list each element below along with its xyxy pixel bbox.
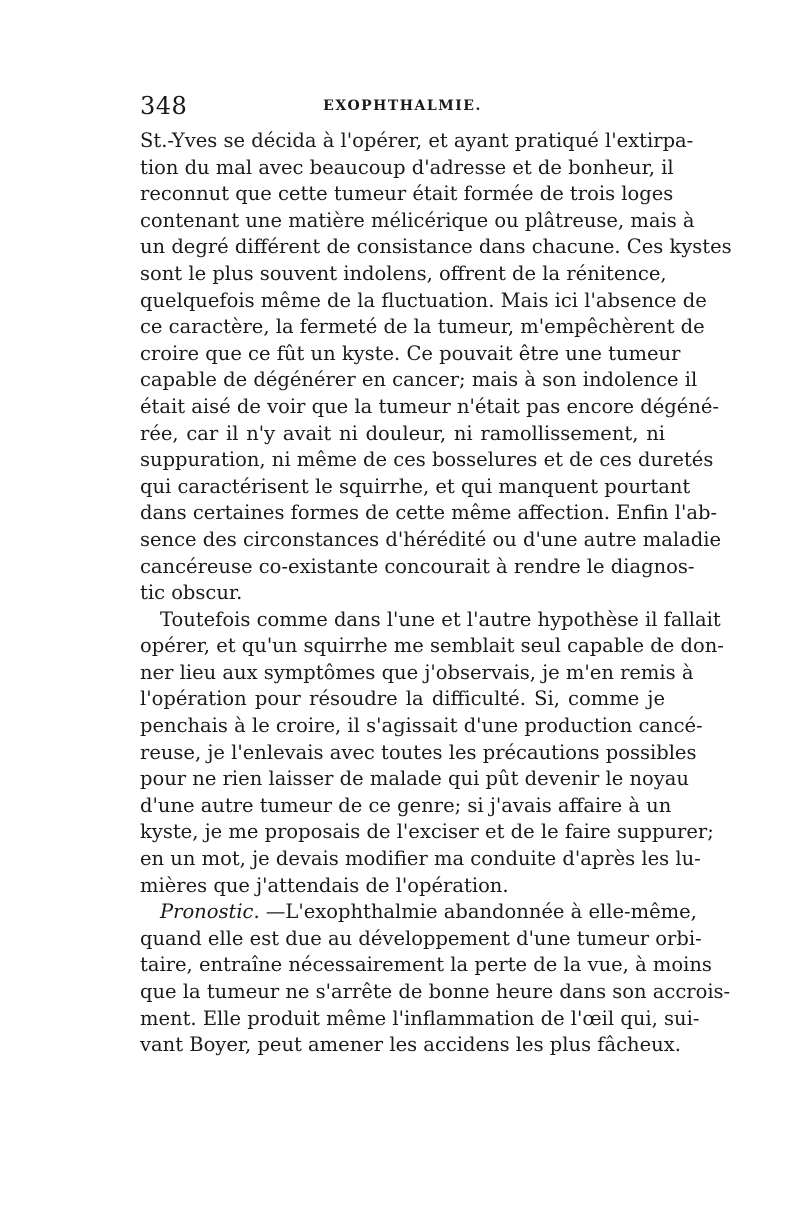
body-text [140, 128, 732, 1059]
text-line: reconnut que cette tumeur était formée de trois loges [140, 182, 674, 206]
text-line: qui caractérisent le squirrhe, et qui manquent pourtant [140, 474, 691, 498]
paragraph [140, 607, 724, 900]
section-lead: Pronostic. [160, 900, 260, 924]
text-line: que la tumeur ne s'arrête de bonne heure dans son accrois- [140, 980, 731, 1003]
text-line: était aisé de voir que la tumeur n'était pas encore dégéné- [140, 394, 720, 418]
paragraph [140, 128, 732, 607]
text-line: vant Boyer, peut amener les accidens les plus fâcheux. [140, 1033, 681, 1057]
text-line: ce caractère, la fermeté de la tumeur, m'empêchèrent de [140, 315, 705, 339]
text-line: kyste, je me proposais de l'exciser et de le faire suppurer; [140, 820, 714, 844]
text-line: reuse, je l'enlevais avec toutes les précautions possibles [140, 740, 697, 764]
text-line: contenant une matière mélicérique ou plâtreuse, mais à [140, 208, 695, 232]
text-line: ment. Elle produit même l'inflammation de l'œil qui, sui- [140, 1006, 700, 1030]
text-line: l'opération pour résoudre la difficulté. Si, comme je [140, 687, 665, 711]
text-line: mières que j'attendais de l'opération. [140, 873, 509, 897]
text-line: ner lieu aux symptômes que j'observais, je m'en remis à [140, 660, 694, 684]
running-title: EXOPHTHALMIE. [323, 98, 482, 114]
text-line: sence des circonstances d'hérédité ou d'une autre maladie [140, 527, 722, 551]
page-header [140, 92, 665, 128]
paragraph [140, 899, 731, 1059]
text-line: dans certaines formes de cette même affection. Enfin l'ab- [140, 501, 718, 525]
page-number: 348 [140, 92, 188, 120]
text-line: en un mot, je devais modifier ma conduite d'après les lu- [140, 847, 701, 871]
text-line: d'une autre tumeur de ce genre; si j'avais affaire à un [140, 793, 672, 817]
text-line: St.-Yves se décida à l'opérer, et ayant pratiqué l'extirpa- [140, 129, 694, 152]
text-line: quand elle est due au développement d'une tumeur orbi- [140, 926, 702, 950]
text-line: capable de dégénérer en cancer; mais à son indolence il [140, 368, 698, 392]
text-line [140, 899, 697, 926]
text-line: croire que ce fût un kyste. Ce pouvait être une tumeur [140, 341, 681, 365]
text-line: tic obscur. [140, 581, 243, 605]
text-line: quelquefois même de la fluctuation. Mais ici l'absence de [140, 288, 707, 312]
text-line: un degré différent de consistance dans chacune. Ces kystes [140, 235, 732, 259]
text-line: penchais à le croire, il s'agissait d'une production cancé- [140, 714, 703, 738]
text-line: tion du mal avec beaucoup d'adresse et de bonheur, il [140, 155, 674, 179]
text-line: opérer, et qu'un squirrhe me semblait seul capable de don- [140, 634, 724, 658]
text-line: sont le plus souvent indolens, offrent de la rénitence, [140, 261, 667, 285]
text-run: —L'exophthalmie abandonnée à elle-même, [265, 900, 697, 924]
text-line: rée, car il n'y avait ni douleur, ni ramollissement, ni [140, 421, 665, 445]
text-line: suppuration, ni même de ces bosselures et de ces duretés [140, 448, 714, 472]
text-line: Toutefois comme dans l'une et l'autre hypothèse il fallait [160, 607, 721, 631]
text-line: cancéreuse co-existante concourait à rendre le diagnos- [140, 554, 695, 578]
text-line: taire, entraîne nécessairement la perte de la vue, à moins [140, 953, 712, 977]
text-line: pour ne rien laisser de malade qui pût devenir le noyau [140, 767, 689, 791]
